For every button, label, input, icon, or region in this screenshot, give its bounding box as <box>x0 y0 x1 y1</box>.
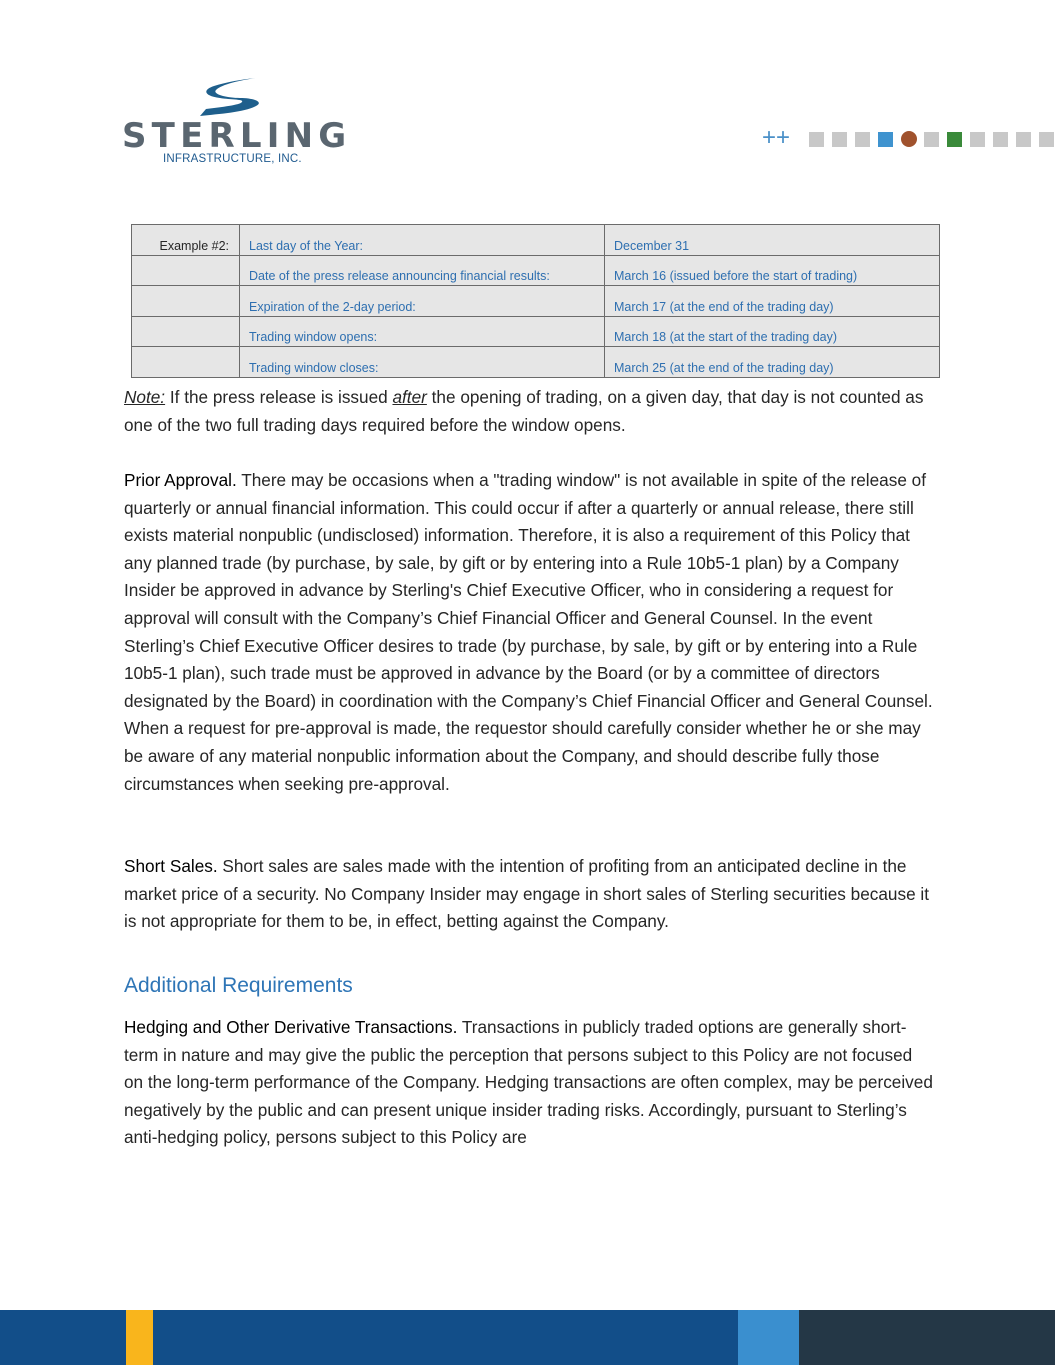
table-cell-date: March 16 (issued before the start of trading) <box>605 255 940 286</box>
footer-navy-block <box>799 1310 1055 1365</box>
note-label: Note: <box>124 387 166 407</box>
decor-square <box>901 131 917 147</box>
table-cell-date: March 25 (at the end of the trading day) <box>605 347 940 378</box>
prior-approval-text: There may be occasions when a "trading window" is not available in spite of the release of quarterly or annual financial information. This could occur if after a quarterly or annual release, there still exists material nonpublic (undisclosed) information. Therefore, it is also a requirement of this Policy that any planned trade (by purchase, by sale, by gift or by entering into a Rule 10b5-1 plan) by a Company Insider be approved in advance by Sterling's Chief Executive Officer, who in considering a request for approval will consult with the Company’s Chief Financial Officer and General Counsel. In the event Sterling’s Chief Executive Officer desires to trade (by purchase, by sale, by gift or by entering into a Rule 10b5-1 plan), such trade must be approved in advance by the Board (or by a committee of directors designated by the Board) in coordination with the Company’s Chief Financial Officer and General Counsel. When a request for pre-approval is made, the requestor should carefully consider whether he or she may be aware of any material nonpublic information about the Company, and should describe fully those circumstances when seeking pre-approval. <box>124 470 933 794</box>
note-text-a: If the press release is issued <box>165 387 393 407</box>
table-cell-event: Trading window closes: <box>240 347 605 378</box>
hedging-paragraph <box>124 1014 934 1152</box>
decor-square <box>1016 132 1031 147</box>
decor-square <box>993 132 1008 147</box>
decor-square <box>947 132 962 147</box>
short-sales-paragraph <box>124 853 934 936</box>
table-row <box>132 316 940 347</box>
company-logo <box>122 76 357 168</box>
table-cell-label <box>132 286 240 317</box>
logo-subtitle: INFRASTRUCTURE, INC. <box>163 153 302 165</box>
trading-window-example-table <box>131 224 940 378</box>
footer-gold-block <box>126 1310 153 1365</box>
decor-square <box>1039 132 1054 147</box>
decor-square <box>855 132 870 147</box>
prior-approval-heading: Prior Approval. <box>124 470 237 490</box>
table-cell-event: Expiration of the 2-day period: <box>240 286 605 317</box>
table-cell-label <box>132 255 240 286</box>
table-cell-date: March 17 (at the end of the trading day) <box>605 286 940 317</box>
short-sales-heading: Short Sales. <box>124 856 218 876</box>
table-cell-event: Trading window opens: <box>240 316 605 347</box>
table-cell-label <box>132 316 240 347</box>
logo-wordmark: STERLING <box>122 116 352 156</box>
decor-square <box>878 132 893 147</box>
table-row <box>132 255 940 286</box>
short-sales-text: Short sales are sales made with the intention of profiting from an anticipated decline in the market price of a security. No Company Insider may engage in short sales of Sterling securities because it is not appropriate for them to be, in effect, betting against the Company. <box>124 856 930 932</box>
footer-color-band <box>0 1310 1055 1365</box>
table-row <box>132 286 940 317</box>
logo-swoosh-icon <box>192 76 274 120</box>
decor-square <box>832 132 847 147</box>
table-cell-event: Date of the press release announcing financial results: <box>240 255 605 286</box>
note-emphasis: after <box>392 387 427 407</box>
table-row <box>132 225 940 256</box>
prior-approval-paragraph <box>124 467 934 798</box>
table-cell-label: Example #2: <box>132 225 240 256</box>
decor-plus: ++ <box>762 124 791 151</box>
table-cell-date: December 31 <box>605 225 940 256</box>
table-row <box>132 347 940 378</box>
section-title: Additional Requirements <box>124 974 353 997</box>
decor-square <box>809 132 824 147</box>
decor-square <box>970 132 985 147</box>
hedging-heading: Hedging and Other Derivative Transactions. <box>124 1017 458 1037</box>
decor-square <box>924 132 939 147</box>
table-cell-label <box>132 347 240 378</box>
footer-blue-block <box>0 1310 126 1365</box>
footer-blue-block-2 <box>153 1310 738 1365</box>
hedging-text: Transactions in publicly traded options are generally short-term in nature and may give the public the perception that persons subject to this Policy are not focused on the long-term performance of the Company. Hedging transactions are often complex, may be perceived negatively by the public and can present unique insider trading risks. Accordingly, pursuant to Sterling’s anti-hedging policy, persons subject to this Policy are <box>124 1017 933 1148</box>
table-cell-event: Last day of the Year: <box>240 225 605 256</box>
note-text-b: the opening of trading, on a given day, that day is not counted as one of the two full trading days required before the window opens. <box>124 387 924 435</box>
note-paragraph <box>124 384 934 439</box>
table-cell-date: March 18 (at the start of the trading day) <box>605 316 940 347</box>
footer-light-blue-block <box>738 1310 799 1365</box>
